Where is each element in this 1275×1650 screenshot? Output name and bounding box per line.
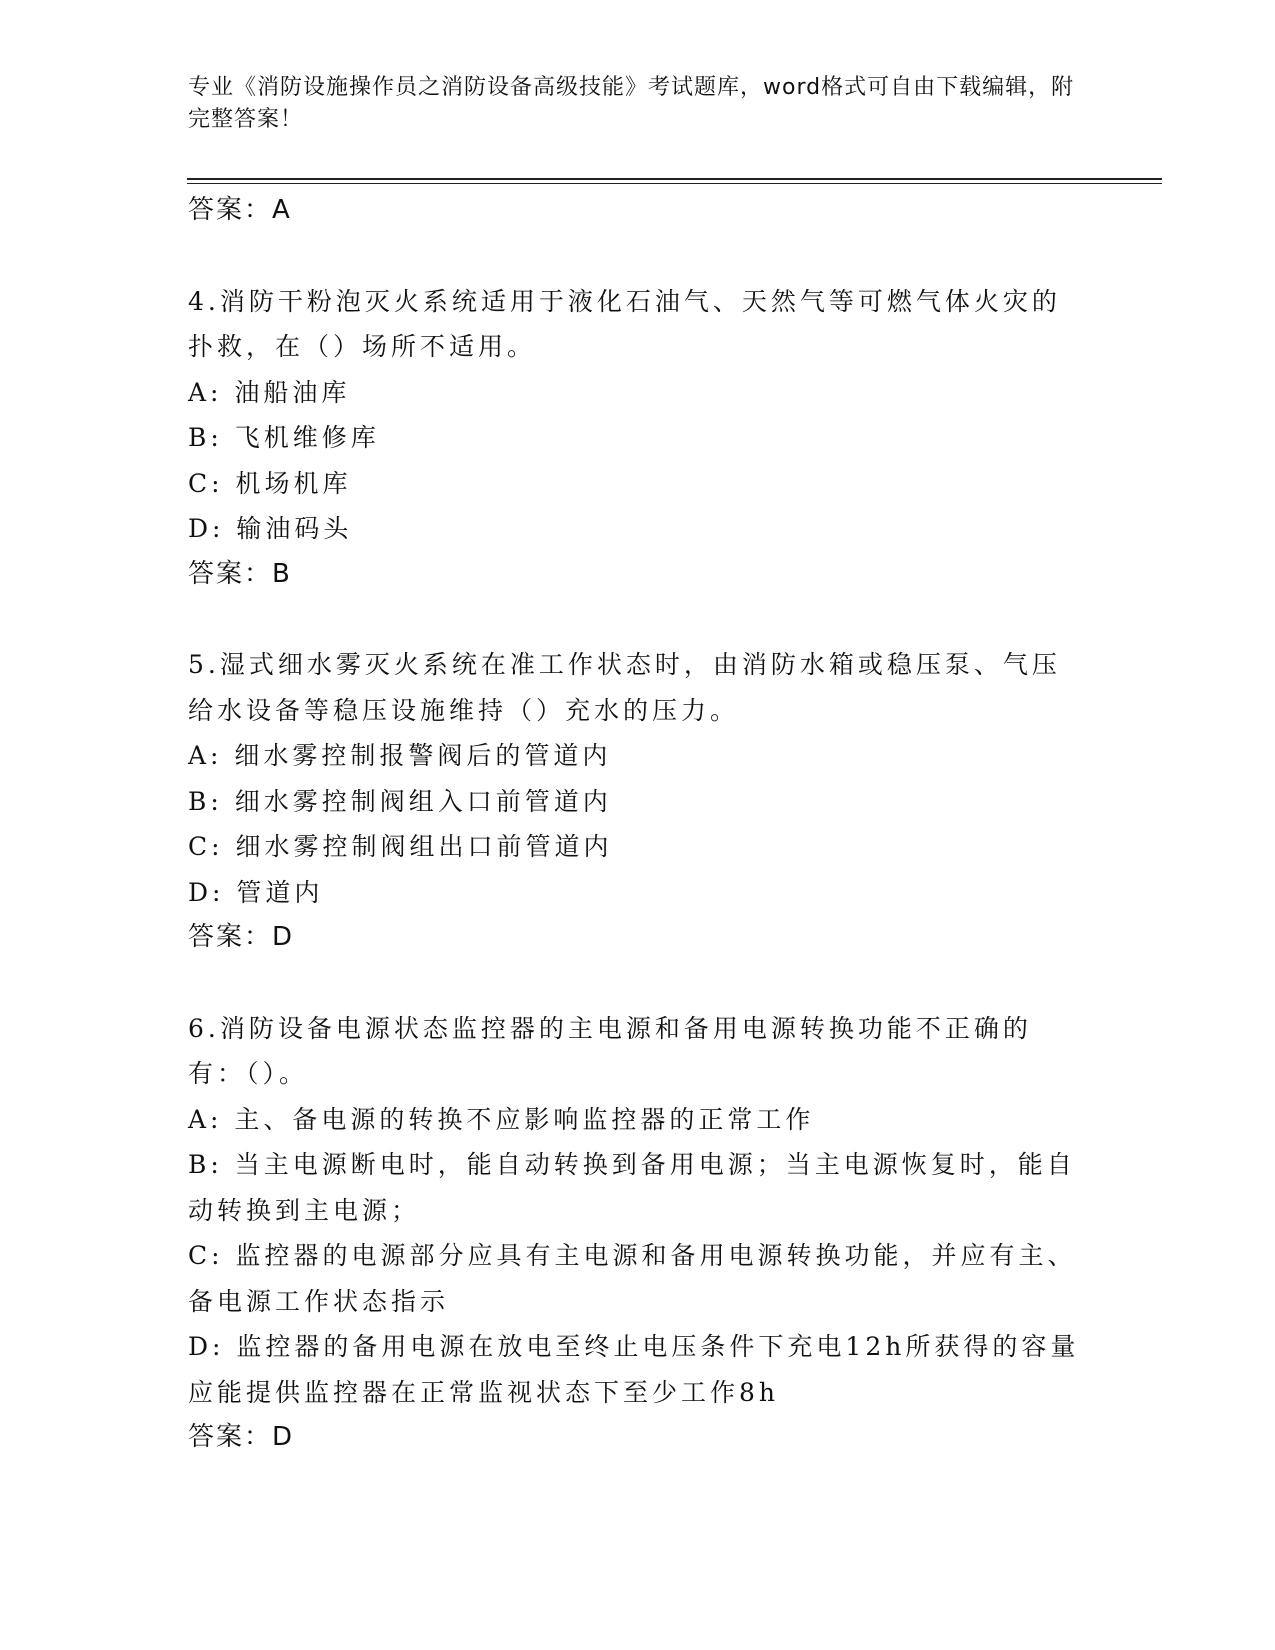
option-a: A: 细水雾控制报警阀后的管道内	[188, 741, 612, 770]
option-a: A: 油船油库	[188, 377, 351, 407]
answer: 答案：D	[188, 1422, 295, 1452]
answer-previous: 答案：A	[188, 195, 292, 225]
option-d: D: 输油码头	[188, 514, 353, 543]
question-stem: 5.湿式细水雾灭火系统在准工作状态时，由消防水箱或稳压泵、气压给水设备等稳压设施维持（）充水的压力。	[188, 650, 1061, 725]
option-c: C: 机场机库	[188, 468, 352, 498]
option-d: D: 管道内	[188, 877, 324, 907]
question-5	[188, 642, 1088, 961]
option-b: B: 当主电源断电时，能自动转换到备用电源；当主电源恢复时，能自动转换到主电源；	[188, 1150, 1076, 1225]
question-6	[188, 1006, 1088, 1461]
answer: 答案：B	[188, 558, 292, 589]
spacer	[188, 597, 1088, 642]
spacer	[188, 961, 1088, 1006]
answer: 答案：D	[188, 922, 295, 952]
page-header: 专业《消防设施操作员之消防设备高级技能》考试题库，word格式可自由下载编辑，附完整答案！	[188, 75, 1075, 132]
option-c: C: 细水雾控制阀组出口前管道内	[188, 832, 613, 861]
option-a: A: 主、备电源的转换不应影响监控器的正常工作	[188, 1104, 815, 1134]
option-c: C: 监控器的电源部分应具有主电源和备用电源转换功能，并应有主、备电源工作状态指示	[188, 1241, 1077, 1316]
question-stem: 6.消防设备电源状态监控器的主电源和备用电源转换功能不正确的有：（）。	[188, 1013, 1032, 1088]
spacer	[188, 234, 1088, 279]
option-b: B: 细水雾控制阀组入口前管道内	[188, 786, 612, 816]
header-rule-thin	[187, 183, 1162, 184]
question-stem: 4.消防干粉泡灭火系统适用于液化石油气、天然气等可燃气体火灾的扑救，在（）场所不适用。	[188, 286, 1061, 361]
option-d: D: 监控器的备用电源在放电至终止电压条件下充电12h所获得的容量应能提供监控器在正常监视状态下至少工作8h	[188, 1332, 1080, 1407]
header-rule-thick	[187, 178, 1162, 180]
question-4	[188, 279, 1088, 598]
option-b: B: 飞机维修库	[188, 423, 380, 452]
document-body	[188, 188, 1088, 1461]
